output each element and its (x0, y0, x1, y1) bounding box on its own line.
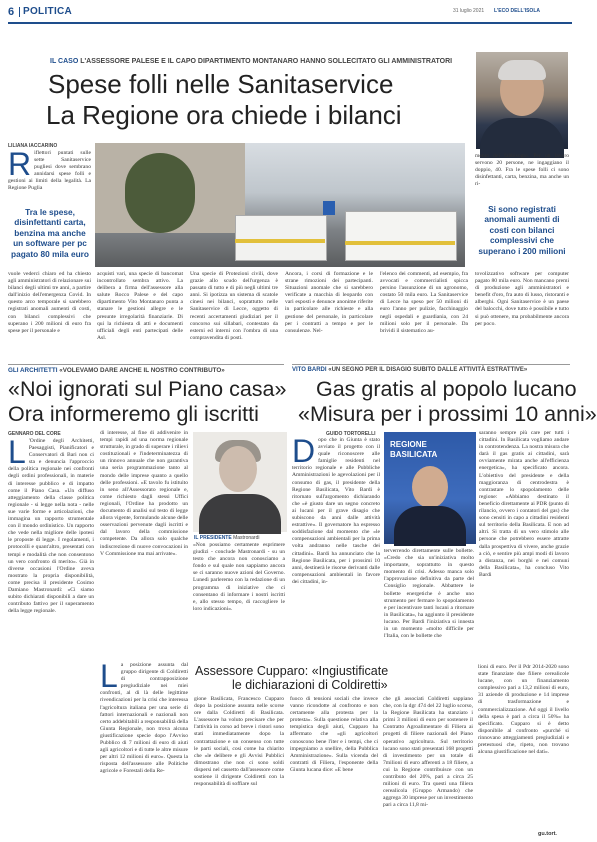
story4-kicker-tag: VITO BARDI (292, 367, 327, 373)
photo-ambulance-2-shape (345, 211, 457, 261)
page-header (8, 6, 572, 20)
story4-title-1: Gas gratis al popolo lucano (316, 377, 577, 401)
story2-col-b: di interesse, al fine di addivenire in tempi rapidi ad una norma regionale strutturale, in grado di superare i rilievi costituzionali e l'indeterminatezza di un rinnovo annuale che non garantiva una seria programmazione tanto al mondo delle imprese quanto a quello delle professioni. «E tavolo fu istituito in seno all'Assessorato regionale e, come richiesto dagli stessi Uffici regionali, l'Ordine ha prodotto un documento di analisi sul testo di legge allora vigente, formulando alcune delle osservazioni pervenute dagli iscritti e dal lavoro della commissione competente. Da allora solo qualche indiscrezione di nuove convocazioni in V Commissione ma mai arrivate». (100, 430, 188, 557)
story1-callout: Tra le spese, disinfettanti carta, benzina ma anche un software per pc pagato 80 mila euro (11, 207, 89, 259)
header-rule (8, 22, 572, 24)
header-brand: L'ECO DELL'ISOLA (494, 8, 540, 14)
story1-col-b: acquisti vari, una specie di bancomat incontrollato sembra attivo. La delibera a firma dell'assessore alla salute Rocco Palese e del capo dipartimento Vito Montanaro punta a stanare le gestioni allegre e le presunte irregolarità finanziarie. Di qui la richiesta di atti e documenti ufficiali degli enti partecipati delle Asl. (97, 271, 183, 341)
photo-ambulance-2-stripe (345, 241, 455, 245)
portrait-hair-shape (498, 60, 546, 80)
story1-title-1: Spese folli nelle Sanitaservice (48, 69, 394, 99)
photo-sign-shape (323, 201, 335, 215)
story4-kicker (292, 367, 570, 373)
story4-col-a-text: opo che in Giunta è stato avviato il progetto con il quale riconoscere alle famiglie residenti nel territorio regionale e alle Pubbliche Amministrazioni le agevolazioni per il consumo di gas, il presidente della Regione Basilicata, Vito Bardi è ritornato sull'argomento dichiarando che «è giusto dare un segno concreto ai lucani per il grave disagio che subiscono da anni dalle attività estrattive». Il governatore ha espresso soddisfazione dal momento che «le compensazioni ambientali per la prima volta andranno nelle tasche dei cittadini». Bardi ha annunciato che la Regione Basilicata, per i prossimi 10 anni, destinerà le risorse derivanti dalle compensazioni ambientali in favore dei cittadini, in- (292, 437, 380, 585)
story2-caption-name: Mastronardi (233, 535, 260, 541)
story1-portrait-photo (476, 52, 568, 149)
story3-col-e: lioni di euro. Per il Pdr 2014-2020 sono state finanziate due filiere cerealicole lucane, con un finanziamento complessivo pari a 13,2 milioni di euro, 31 aziende di produzione e 14 imprese di trasformazione e commercializzazione. Ad oggi il livello della spesa è pari a circa il 50%» ha specificato. Cupparo si è detto disponibile al confronto «purché si rinnovano atteggiamenti pregiudiziali e pretestuosi che, ripeto, non trovano alcuna giustificazione nel dati». (478, 664, 569, 756)
section-divider (19, 7, 20, 17)
story1-byline: LILIANA IACCARINO (8, 143, 58, 149)
story4-top-rule (292, 364, 570, 365)
story4-drop-cap: D (292, 433, 316, 469)
story1-kicker (50, 58, 490, 65)
story1-callout-2: Si sono registrati anomali aumenti di costi con bilanci complessivi che superano i 200 milioni (478, 204, 566, 256)
story4-col-c: saranno sempre più care per tutti i cittadini. In Basilicata vogliamo andare in controtendenza. La nostra misura che darà il gas gratis ai cittadini, sarà ovviamente mirata anche all'efficienza energetica», ha specificato ancora. L'obiettivo del presidente e della maggioranza di centrodestra è contrastare lo spopolamento delle regione: «Abbiamo destinato il beneficio direttamente ai PDR (punto di rilancio, ovvero i contatori del gas) che sono censiti in capo a cittadini residenti sul territorio della Basilicata. E non ad altri. Si tratta di un vero stimolo alle persone che potrebbero essere attratte dalla prospettiva di vivere, anche grazie a ciò, e sentire più ampi modi di lavoro a distanza, nei borghi e nei comuni della Basilicata», ha concluso Vito Bardi (479, 430, 569, 578)
story2-title-1: «Noi ignorati sul Piano casa» (8, 377, 287, 401)
story3-title-1: Assessore Cupparo: «Ingiustificate (195, 664, 389, 678)
story1-col-f: tovolizzativo software per computer pagato 80 mila euro. Non mancano premi di produzione agli amministratori e benefit d'oro, fra auto di lusso, ristoranti e alberghi. Ogni Sanitaservice è un paese del balocchi, dove tutto è possibile e tutto si può ottenere, ma probabilmente ancora per poco. (475, 271, 569, 327)
story4-col-b: terverrendo direttamente sulle bollette. «Credo che sia un'iniziativa molto importante, soprattutto in questo momento di crisi. Adesso manca solo l'approvazione definitiva da parte del Consiglio regionale. Abbattere le bollette energetiche è anche uno strumento per fermare lo spopolamento e per incentivare tanti lucani a ritornare in Basilicata», ha aggiunto il presidente lucano. Per Bardi l'iniziativa si innesta in un momento «molto difficile per l'Italia, con le bollette che (384, 548, 474, 640)
story3-sign: gu.tort. (538, 831, 557, 837)
story2-caption-role: IL PRESIDENTE (194, 535, 232, 541)
story2-caption (194, 535, 288, 541)
page-number: 6 (8, 6, 15, 18)
story2-title-2: Ora informeremo gli iscritti (8, 402, 259, 426)
story2-kicker-text: «VOLEVAMO DARE ANCHE IL NOSTRO CONTRIBUTO» (59, 367, 225, 374)
story1-kicker-text: L'ASSESSORE PALESE E IL CAPO DIPARTIMENTO MONTANARO HANNO SOLLECITATO GLI AMMINISTRATORI (80, 58, 453, 65)
story1-col-d: Ancora, i corsi di formazione e le strane rimozioni dei partecipanti. Situazioni anomale che si sarebbero verificate a macchia di leopardo con vari esposti e denunce anonime riferite in particolare alle richieste e alla gestione del personale, in particolare per i contratti a tempo e per le consulenze. Nel- (285, 271, 373, 334)
story3-col-a-text: a posizione assunta dal gruppo dirigente di Coldiretti di contrapposizione pregiudiziale nei miei confronti, al di là delle legittime rivendicazioni per la crisi che interessa l'agricoltura italiana per una serie di fattori internazionali e nazionali non certo addebitabili a responsabilità della Giunta Regionale, non trova alcuna giustificazione specie dopo l'Avviso Pubblico di 7 milioni di euro di aiuti agli agricoltori e di tutte le altre misure per altri 12 milioni di euro». Questa la risposta dell'assessore alle Politiche agricole e Forestali della Re- (100, 662, 188, 775)
story4-photo-label: REGIONE BASILICATA (390, 440, 438, 459)
photo-tree-shape (125, 153, 195, 233)
story1-col-e: l'elenco dei commenti, ad esempio, fra avvocati e commercialisti spicca persino l'assunzione di un agronomo, costato 50 mila euro. La Sanitaservice di Lecce ha speso per 50 milioni di euro l'anno per pulizie, facchinaggio negli ospedali e guardiania, con 24 milioni solo per il personale. Da brividi il sistematico au- (380, 271, 468, 334)
story3-title-2: le dichiarazioni di Coldiretti» (232, 678, 388, 692)
story2-portrait-photo (193, 432, 287, 532)
story1-col-g: mento dei fabbisogni. Per un lavoro servono 20 persone, ne ingaggiano il doppio, 40. Fra le spese folli ci sono disinfettanti, carta, benzina, ma anche un ri- (475, 153, 569, 188)
story2-drop-cap: L (8, 434, 26, 470)
story4-bardi-photo (384, 432, 476, 544)
bardi-suit-shape (394, 506, 466, 546)
header-date: 31 luglio 2021 (453, 8, 485, 14)
story3-col-b: gione Basilicata, Francesco Cupparo dopo la posizione assunta nelle scorse ore dalla Coldiretti di Basilicata. L'assessore ha voluto precisare che per l'attività in corso ad breve i ristori sono stati immediatamente dopo la contrattazione e un consenso con tutte le parti sociali, cosi come ha chiarito che «le delibere e gli Avvisi Pubblici dimostrano che non ci sono soldi dispersi nel cassetto dall'assessore come sostiene il dirigente Coldiretti con la responsabilità di soffiare sul (194, 696, 284, 788)
story2-kicker (8, 367, 284, 374)
story1-lead-text: iflettori puntati sulle sette Sanitaservice pugliesi dove sembrano annidarsi spese folli e gestioni ai limiti della legalità. La Regione Puglia (8, 150, 91, 192)
story2-col-c: «Non possiamo certamente esprimere giudizi - conclude Mastronardi - su un testo che ancora non conosciamo a fondo e sul quale non sappiamo ancora se ci saranno nuove azioni del Governo. Lunedì parleremo con la redazione di un programma di iniziative che ci consentano di informare i nostri iscritti e, allo stesso tempo, di raccogliere le loro indicazioni». (193, 542, 285, 612)
photo-ambulance-1-shape (235, 215, 327, 261)
story1-col-c: Una specie di Protezioni civili, dove grazie allo scudo dell'urgenza è passato di tutto e di più negli ultimi tre anni. Si ipotizza un sistema di scatole cinesi nei bilanci, soprattutto nelle Sanitaservice di Lecce, oggetto di recenti accertamenti giudiziari per il concorso sui sillabari, contestato da esterni ed interni con l'ombra di una compravendita di posti. (190, 271, 278, 341)
story3-drop-cap: L (100, 658, 118, 694)
story2-col-a-text: 'Ordine degli Architetti, Paesaggisti, Pianificatori e Conservatori di Bari non ci sta e denuncia l'approccio della politica regionale nei confronti degli ordini professionali, in materie di interesse pubblico e di impatto come il Piano Casa. «Un diffuso atteggiamento della classe politica regionale - si legge nella nota - nelle sue varie forme e articolazioni, che immagina un rapporto strumentale con il mondo ordinistico. Un rapporto che vede nella migliore delle ipotesi le proposte di legge. I regolamenti, i protocolli e quant'altro, presentati con tempi e modalità che non consentono un vero confronto di merito». Già in diverse occasioni l'Ordine aveva mostrato la propria disponibilità, come precisa il presidente Cosimo Damiano Mastronardi: «Ci siamo subito dichiarati disponibili a dare un contributo fattivo per il superamento della legge regionale. (8, 438, 94, 615)
story4-byline: GUIDO TORTORELLI (326, 431, 376, 437)
photo-ambulance-1-stripe (235, 239, 325, 243)
portrait2-suit-shape (199, 494, 281, 534)
story3-col-c: fuoco di tensioni sociali che invece vanno ricondotte al confronto e non certamente alla protesta per la protesta». Sulla questione relativa alla tempistica degli aiuti, Cupparo ha affermato che «gli agricoltori conoscono bene l'iter e i tempi, che ci impegniamo a snellire, della Pubblica Amministrazione». Sulla vicenda del contratti di Filiera, l'esponente della Giunta lucana dice: «E bene (290, 696, 378, 773)
story1-ambulance-photo (95, 143, 465, 267)
story3-col-d: che gli associati Coldiretti sappiano che, con la dgr 474 del 22 luglio scorso, la Regione Basilicata ha stanziato i primi 3 milioni di euro per sostenere il Contratto Agroalimentare di Filiera ai progetti di filiere nazionali del Piano operativo agricoltura. Sul territorio lucano sono stati presentati 168 progetti di investimento per un totale di 7milioni di euro afferenti a 18 filiere, a cui la Regione contribuisce con un contributo del 20%, pari a circa 25 milioni di euro. Tra questi una filiera cerealicola (Gruppo Armando) che aggrega 30 imprese per un investimento pari a circa 11,8 mi- (383, 696, 473, 809)
story2-kicker-tag: GLI ARCHITETTI (8, 367, 58, 374)
story1-title-2: La Regione ora chiede i bilanci (46, 100, 402, 130)
story3-col-a (100, 658, 188, 840)
story4-title-2: «Misura per i prossimi 10 anni» (298, 402, 597, 426)
section-label: POLITICA (23, 6, 73, 17)
story1-drop-cap: R (8, 146, 32, 182)
story1-kicker-tag: IL CASO (50, 58, 79, 65)
story2-byline: GENNARO DEL CORE (8, 431, 61, 437)
story2-top-rule (8, 364, 284, 365)
story4-kicker-text: «UN SEGNO PER IL DISAGIO SUBITO DALLE ATTIVITÀ ESTRATTIVE» (328, 367, 528, 373)
story1-col-a: vuole vederci chiaro ed ha chiesto agli amministratori di relazionare sui bilanci degli ultimi tre anni, a partire dall'inizio dell'emergenza Covid. In questo arco temporale si sarebbero registrati anomali aumenti di costi, con bilanci complessivi che superano i 200 milioni di euro fra spese per il personale e (8, 271, 91, 334)
portrait2-face-shape (219, 446, 257, 492)
bardi-face-shape (412, 466, 448, 508)
portrait-suit-shape (480, 118, 564, 158)
